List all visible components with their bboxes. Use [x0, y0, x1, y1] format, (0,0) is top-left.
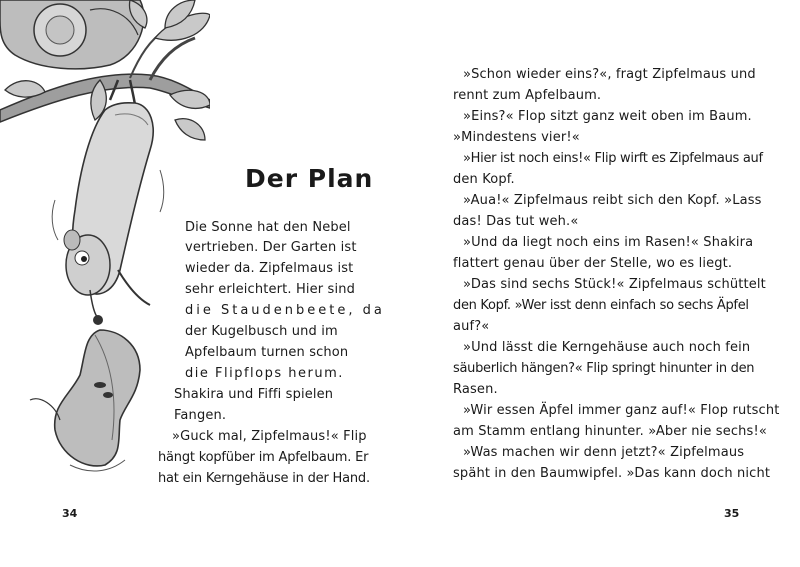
text-line: »Was machen wir denn jetzt?« Zipfelmaus: [463, 445, 745, 460]
mouse-apple-illustration: [0, 0, 210, 500]
text-line: Apfelbaum turnen schon: [185, 345, 349, 360]
text-line: die Staudenbeete, da: [185, 303, 385, 318]
text-line: vertrieben. Der Garten ist: [185, 240, 357, 255]
text-line: das! Das tut weh.«: [453, 214, 579, 229]
text-line: Die Sonne hat den Nebel: [185, 220, 351, 235]
text-line: »Und lässt die Kerngehäuse auch noch fein: [463, 340, 751, 355]
text-line: hängt kopfüber im Apfelbaum. Er: [158, 450, 369, 465]
text-line: am Stamm entlang hinunter. »Aber nie sechs!«: [453, 424, 767, 439]
text-line: »Wir essen Äpfel immer ganz auf!« Flop rutscht: [463, 403, 780, 418]
text-line: rennt zum Apfelbaum.: [453, 88, 602, 103]
text-line: »Guck mal, Zipfelmaus!« Flip: [172, 429, 367, 444]
text-line: säuberlich hängen?« Flip springt hinunter in den: [453, 361, 755, 376]
page-number: 35: [724, 507, 740, 520]
mouse-illustration: [52, 80, 164, 325]
text-line: »Und da liegt noch eins im Rasen!« Shakira: [463, 235, 754, 250]
text-line: den Kopf. »Wer isst denn einfach so sechs Äpfel: [453, 298, 749, 313]
chapter-title: Der Plan: [245, 164, 374, 193]
text-line: »Das sind sechs Stück!« Zipfelmaus schüttelt: [463, 277, 766, 292]
text-line: Fangen.: [174, 408, 227, 423]
right-page: [400, 0, 800, 567]
text-line: wieder da. Zipfelmaus ist: [185, 261, 354, 276]
text-line: der Kugelbusch und im: [185, 324, 338, 339]
page-number: 34: [62, 507, 78, 520]
text-line: auf?«: [453, 319, 490, 334]
text-line: Rasen.: [453, 382, 498, 397]
text-line: flattert genau über der Stelle, wo es liegt.: [453, 256, 733, 271]
text-line: die Flipflops herum.: [185, 366, 344, 381]
text-line: »Hier ist noch eins!« Flip wirft es Zipfelmaus auf: [463, 151, 763, 166]
text-line: »Mindestens vier!«: [453, 130, 580, 145]
text-line: hat ein Kerngehäuse in der Hand.: [158, 471, 370, 486]
text-line: »Schon wieder eins?«, fragt Zipfelmaus und: [463, 67, 756, 82]
text-line: »Aua!« Zipfelmaus reibt sich den Kopf. »Lass: [463, 193, 762, 208]
apple-core-illustration: [30, 330, 140, 471]
flower-illustration: [0, 0, 144, 69]
text-line: »Eins?« Flop sitzt ganz weit oben im Baum.: [463, 109, 752, 124]
text-line: den Kopf.: [453, 172, 515, 187]
text-line: späht in den Baumwipfel. »Das kann doch nicht: [453, 466, 771, 481]
text-line: Shakira und Fiffi spielen: [174, 387, 334, 402]
text-line: sehr erleichtert. Hier sind: [185, 282, 356, 297]
